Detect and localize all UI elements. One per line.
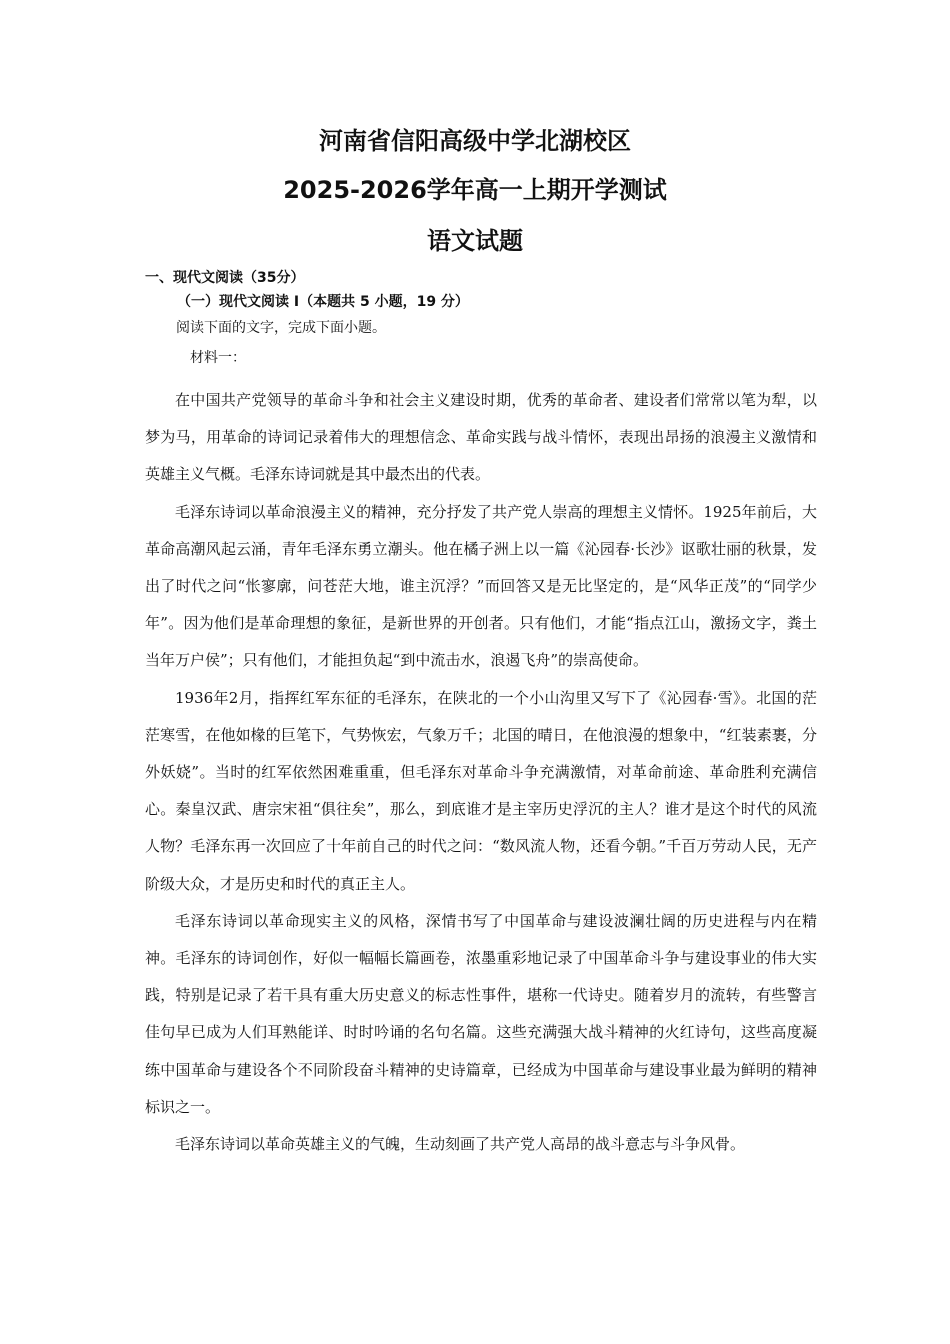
passage-paragraph-4: 毛泽东诗词以革命现实主义的风格，深情书写了中国革命与建设波澜壮阔的历史进程与内在精神。毛泽东的诗词创作，好似一幅幅长篇画卷，浓墨重彩地记录了中国革命斗争与建设事业的伟大实践，特别是记录了若干具有重大历史意义的标志性事件，堪称一代诗史。随着岁月的流转，有些警言佳句早已成为人们耳熟能详、时时吟诵的名句名篇。这些充满强大战斗精神的火红诗句，这些高度凝练中国革命与建设各个不同阶段奋斗精神的史诗篇章，已经成为中国革命与建设事业最为鲜明的精神标识之一。: [145, 911, 817, 1116]
material-label: 材料一：: [190, 350, 246, 366]
passage-paragraph-5: 毛泽东诗词以革命英雄主义的气魄，生动刻画了共产党人高昂的战斗意志与斗争风骨。: [175, 1135, 746, 1154]
subject-title: 语文试题: [427, 227, 523, 255]
reading-instruction: 阅读下面的文字，完成下面小题。: [176, 320, 386, 336]
exam-session-title: 2025-2026学年高一上期开学测试: [283, 176, 667, 204]
subsection-heading: （一）现代文阅读 I（本题共 5 小题，19 分）: [177, 294, 469, 310]
passage-body: [145, 382, 817, 1163]
school-name-title: 河南省信阳高级中学北湖校区: [319, 127, 631, 155]
passage-paragraph-2: 毛泽东诗词以革命浪漫主义的精神，充分抒发了共产党人崇高的理想主义情怀。1925年前后，大革命高潮风起云涌，青年毛泽东勇立潮头。他在橘子洲上以一篇《沁园春·长沙》讴歌壮丽的秋景，发出了时代之问“怅寥廓，问苍茫大地，谁主沉浮？”而回答又是无比坚定的，是“风华正茂”的“同学少年”。因为他们是革命理想的象征，是新世界的开创者。只有他们，才能“指点江山，激扬文字，粪土当年万户侯”；只有他们，才能担负起“到中流击水，浪遏飞舟”的崇高使命。: [145, 502, 817, 670]
passage-paragraph-3: 1936年2月，指挥红军东征的毛泽东，在陕北的一个小山沟里又写下了《沁园春·雪》。北国的茫茫寒雪，在他如椽的巨笔下，气势恢宏，气象万千；北国的晴日，在他浪漫的想象中，“红装素裹，分外妖娆”。当时的红军依然困难重重，但毛泽东对革命斗争充满激情，对革命前途、革命胜利充满信心。秦皇汉武、唐宗宋祖“俱往矣”，那么，到底谁才是主宰历史浮沉的主人？谁才是这个时代的风流人物？毛泽东再一次回应了十年前自己的时代之问：“数风流人物，还看今朝。”千百万劳动人民，无产阶级大众，才是历史和时代的真正主人。: [145, 688, 817, 893]
passage-paragraph-1: 在中国共产党领导的革命斗争和社会主义建设时期，优秀的革命者、建设者们常常以笔为犁，以梦为马，用革命的诗词记录着伟大的理想信念、革命实践与战斗情怀，表现出昂扬的浪漫主义激情和英雄主义气概。毛泽东诗词就是其中最杰出的代表。: [145, 391, 817, 484]
section-heading: 一、现代文阅读（35分）: [145, 270, 305, 286]
